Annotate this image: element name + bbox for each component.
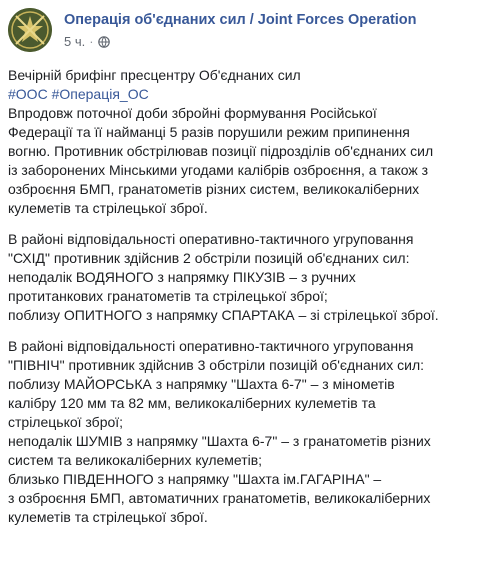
- text-line: із заборонених Мінськими угодами калібрів озброєння, а також з: [8, 162, 429, 178]
- text-line: калібру 120 мм та 82 мм, великокаліберних кулеметів та: [8, 395, 376, 411]
- text-line: В районі відповідальності оперативно-тактичного угруповання: [8, 338, 414, 354]
- post-time[interactable]: 5 ч.: [64, 34, 86, 49]
- text-line: Впродовж поточної доби збройні формування Російської: [8, 105, 377, 121]
- paragraph-north: [8, 337, 500, 527]
- text-line: систем та великокаліберних кулеметів;: [8, 452, 263, 468]
- post-header: [8, 8, 498, 58]
- post-title: Вечірній брифінг пресцентру Об'єднаних сил: [8, 67, 301, 83]
- text-line: близько ПІВДЕННОГО з напрямку "Шахта ім.ГАГАРІНА" –: [8, 471, 382, 487]
- text-line: поблизу ОПИТНОГО з напрямку СПАРТАКА – зі стрілецької зброї.: [8, 307, 439, 323]
- text-line: В районі відповідальності оперативно-тактичного угруповання: [8, 231, 414, 247]
- post-body: [8, 66, 500, 539]
- post-meta: [64, 34, 110, 49]
- text-line: "ПІВНІЧ" противник здійснив 3 обстріли позицій об'єднаних сил:: [8, 357, 425, 373]
- text-line: Федерації та її найманці 5 разів порушили режим припинення: [8, 124, 410, 140]
- hashtag-row: [8, 85, 500, 104]
- paragraph-east: [8, 230, 500, 325]
- hashtag-link[interactable]: #Операція_ОС: [51, 86, 149, 102]
- jfo-emblem-icon: [8, 8, 52, 52]
- text-line: кулеметів та стрілецької зброї.: [8, 200, 208, 216]
- text-line: кулеметів та стрілецької зброї.: [8, 509, 208, 525]
- meta-separator: ·: [89, 34, 94, 49]
- text-line: неподалік ВОДЯНОГО з напрямку ПІКУЗІВ – з ручних: [8, 269, 356, 285]
- text-line: неподалік ШУМІВ з напрямку "Шахта 6-7" – з гранатометів різних: [8, 433, 431, 449]
- text-line: стрілецької зброї;: [8, 414, 124, 430]
- hashtag-link[interactable]: #ООС: [8, 86, 48, 102]
- text-line: поблизу МАЙОРСЬКА з напрямку "Шахта 6-7" – з мінометів: [8, 376, 395, 392]
- text-line: протитанкових гранатометів та стрілецької зброї;: [8, 288, 328, 304]
- text-line: "СХІД" противник здійснив 2 обстріли позицій об'єднаних сил:: [8, 250, 410, 266]
- post-intro: [8, 66, 500, 218]
- page-avatar[interactable]: [8, 8, 52, 52]
- text-line: вогню. Противник обстрілював позиції підрозділів об'єднаних сил: [8, 143, 434, 159]
- page-name-link[interactable]: Операція об'єднаних сил / Joint Forces Operation: [64, 12, 417, 28]
- text-line: озброєння БМП, гранатометів різних систем, великокаліберних: [8, 181, 420, 197]
- globe-icon[interactable]: [98, 36, 110, 48]
- text-line: з озброєння БМП, автоматичних гранатометів, великокаліберних: [8, 490, 431, 506]
